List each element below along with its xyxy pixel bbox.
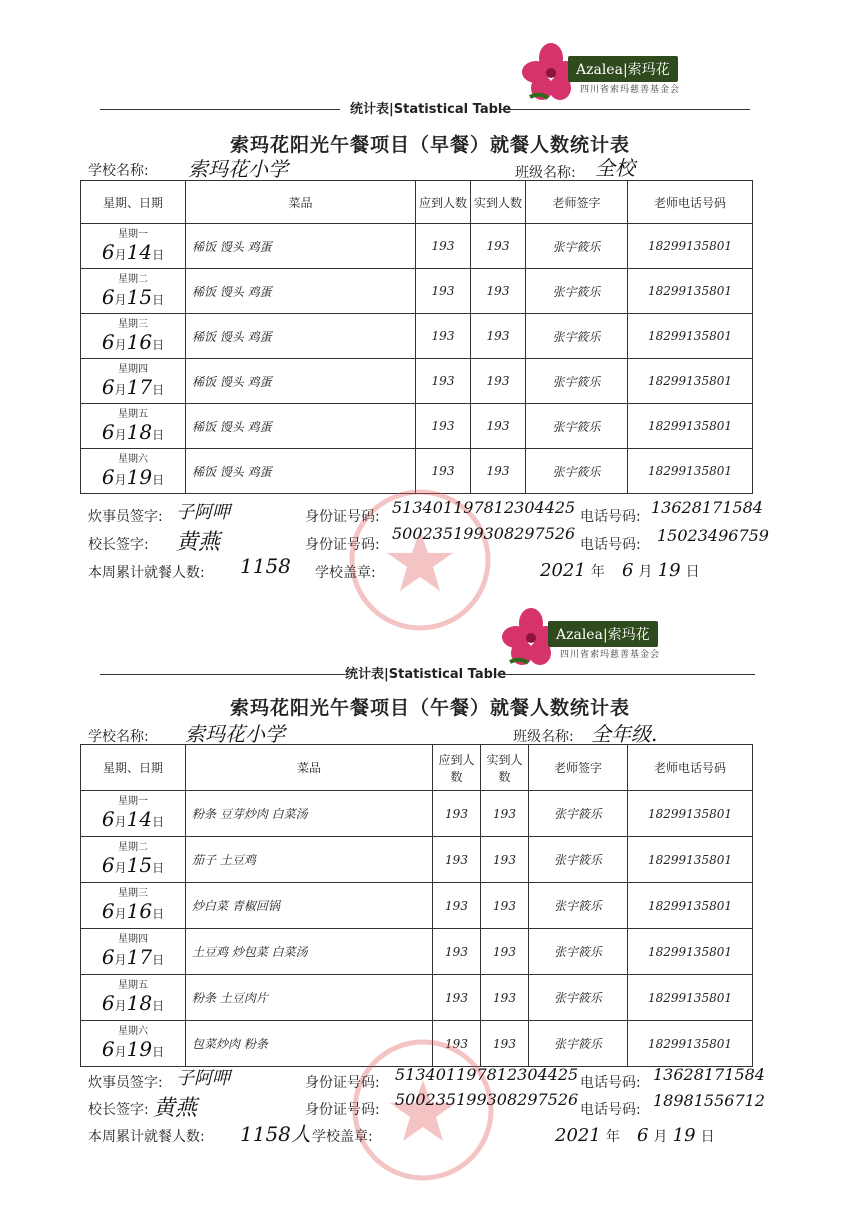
cook-sign-value: 子阿呷 [176, 1068, 230, 1089]
weekly-total-value: 1158人 [240, 1122, 311, 1146]
lunch-table [80, 744, 753, 1067]
month-value: 6 [101, 991, 115, 1015]
menu-cell: 稀饭 馒头 鸡蛋 [186, 224, 416, 269]
menu-cell: 稀饭 馒头 鸡蛋 [186, 404, 416, 449]
cook-phone-label: 电话号码: [580, 509, 641, 525]
expected-cell: 193 [433, 1021, 481, 1067]
day-cell [81, 449, 186, 494]
tagline-rule-left [100, 674, 345, 675]
teacher-phone-cell: 18299135801 [628, 883, 753, 929]
teacher-sign-cell: 张宇筱乐 [529, 975, 628, 1021]
date-month-label: 月 [638, 564, 653, 580]
logo-brand-en: Azalea [556, 627, 603, 643]
cook-phone-value: 13628171584 [653, 1065, 765, 1084]
header-expected: 应到人数 [433, 745, 481, 791]
expected-cell: 193 [416, 314, 471, 359]
date-year-value: 2021 [555, 1125, 601, 1146]
actual-cell: 193 [481, 929, 529, 975]
month-value: 6 [101, 1037, 115, 1061]
table-header-row [81, 181, 753, 224]
date-day-value: 19 [672, 1125, 696, 1146]
weekday: 星期四 [118, 363, 148, 375]
cook-sign-label: 炊事员签字: [88, 1075, 163, 1091]
tagline-rule-left [100, 109, 340, 110]
teacher-phone-cell: 18299135801 [628, 975, 753, 1021]
header-day: 星期、日期 [81, 745, 186, 791]
weekday: 星期五 [118, 408, 148, 420]
month-unit: 月 [114, 337, 127, 352]
month-value: 6 [101, 853, 115, 877]
month-value: 6 [101, 374, 115, 399]
menu-cell: 茄子 土豆鸡 [186, 837, 433, 883]
breakfast-sheet [0, 0, 860, 605]
weekday: 星期三 [118, 888, 148, 899]
teacher-sign-cell: 张宇筱乐 [529, 1021, 628, 1067]
month-unit: 月 [114, 382, 127, 397]
header-actual: 实到人数 [471, 181, 526, 224]
day-value: 19 [126, 1037, 153, 1061]
expected-cell: 193 [433, 837, 481, 883]
day-cell [81, 1021, 186, 1067]
actual-cell: 193 [481, 1021, 529, 1067]
tagline [0, 96, 860, 120]
weekly-total-label: 本周累计就餐人数: [88, 565, 205, 581]
logo-brand-cn: 索玛花 [607, 627, 650, 643]
month-unit: 月 [114, 427, 127, 442]
day-cell [81, 314, 186, 359]
principal-phone-value: 15023496759 [657, 526, 769, 545]
month-unit: 月 [114, 907, 127, 921]
teacher-sign-cell: 张宇筱乐 [526, 224, 628, 269]
menu-cell: 稀饭 馒头 鸡蛋 [186, 449, 416, 494]
cook-phone-label: 电话号码: [580, 1075, 641, 1091]
logo-badge: Azalea|索玛花 [548, 621, 658, 647]
date-year-value: 2021 [540, 560, 586, 581]
tagline-rule-right [500, 109, 750, 110]
teacher-phone-cell: 18299135801 [628, 269, 753, 314]
school-stamp-label: 学校盖章: [312, 1129, 373, 1145]
month-value: 6 [101, 419, 115, 444]
date-month-value: 6 [637, 1125, 649, 1146]
day-unit: 日 [152, 999, 165, 1013]
actual-cell: 193 [471, 224, 526, 269]
day-value: 15 [126, 853, 153, 877]
logo-badge: Azalea|索玛花 [568, 56, 678, 82]
cook-id-value: 513401197812304425 [395, 1065, 579, 1084]
month-unit: 月 [114, 815, 127, 829]
teacher-sign-cell: 张宇筱乐 [529, 929, 628, 975]
tagline [0, 661, 860, 685]
actual-cell: 193 [471, 269, 526, 314]
expected-cell: 193 [416, 224, 471, 269]
header-phone: 老师电话号码 [628, 181, 753, 224]
teacher-phone-cell: 18299135801 [628, 224, 753, 269]
principal-id-value: 500235199308297526 [395, 1090, 579, 1109]
month-unit: 月 [114, 1045, 127, 1059]
school-name-label: 学校名称: [88, 729, 149, 745]
weekday: 星期六 [118, 453, 148, 465]
sign-date [555, 1125, 715, 1146]
actual-cell: 193 [471, 359, 526, 404]
breakfast-table [80, 180, 753, 494]
actual-cell: 193 [471, 449, 526, 494]
month-unit: 月 [114, 292, 127, 307]
table-row [81, 975, 753, 1021]
header-day: 星期、日期 [81, 181, 186, 224]
cook-id-label: 身份证号码: [305, 509, 380, 525]
school-name-value: 索玛花小学 [185, 722, 285, 746]
table-row [81, 269, 753, 314]
day-unit: 日 [152, 1045, 165, 1059]
principal-phone-value: 18981556712 [653, 1091, 765, 1110]
month-unit: 月 [114, 247, 127, 262]
day-unit: 日 [152, 472, 165, 487]
tagline-rule-right [497, 674, 755, 675]
teacher-sign-cell: 张宇筱乐 [529, 791, 628, 837]
teacher-sign-cell: 张宇筱乐 [529, 837, 628, 883]
school-name-value: 索玛花小学 [188, 157, 288, 181]
expected-cell: 193 [416, 359, 471, 404]
day-value: 17 [126, 374, 153, 399]
month-value: 6 [101, 464, 115, 489]
day-value: 18 [126, 419, 153, 444]
teacher-sign-cell: 张宇筱乐 [526, 359, 628, 404]
menu-cell: 粉条 豆芽炒肉 白菜汤 [186, 791, 433, 837]
expected-cell: 193 [433, 975, 481, 1021]
day-value: 14 [126, 807, 153, 831]
cook-phone-value: 13628171584 [651, 498, 763, 517]
weekly-total-label: 本周累计就餐人数: [88, 1129, 205, 1145]
day-value: 17 [126, 945, 153, 969]
teacher-phone-cell: 18299135801 [628, 1021, 753, 1067]
weekday: 星期一 [118, 228, 148, 240]
class-name-label: 班级名称: [513, 729, 574, 745]
header-menu: 菜品 [186, 745, 433, 791]
lunch-title: 索玛花阳光午餐项目（午餐）就餐人数统计表 [229, 697, 630, 719]
day-unit: 日 [152, 382, 165, 397]
principal-id-value: 500235199308297526 [392, 524, 576, 543]
actual-cell: 193 [481, 883, 529, 929]
expected-cell: 193 [416, 449, 471, 494]
cook-id-value: 513401197812304425 [392, 498, 576, 517]
header-menu: 菜品 [186, 181, 416, 224]
logo-brand-en: Azalea [576, 62, 623, 78]
date-month-label: 月 [653, 1129, 668, 1145]
weekly-total-value: 1158 [240, 554, 291, 578]
header-actual: 实到人数 [481, 745, 529, 791]
day-cell [81, 975, 186, 1021]
day-cell [81, 791, 186, 837]
principal-sign-value: 黄燕 [176, 530, 221, 555]
day-unit: 日 [152, 337, 165, 352]
breakfast-title: 索玛花阳光午餐项目（早餐）就餐人数统计表 [229, 134, 630, 156]
day-cell [81, 404, 186, 449]
date-day-label: 日 [685, 564, 700, 580]
sign-date [540, 560, 700, 581]
menu-cell: 包菜炒肉 粉条 [186, 1021, 433, 1067]
menu-cell: 稀饭 馒头 鸡蛋 [186, 314, 416, 359]
day-cell [81, 224, 186, 269]
day-unit: 日 [152, 815, 165, 829]
day-value: 18 [126, 991, 153, 1015]
actual-cell: 193 [481, 837, 529, 883]
teacher-phone-cell: 18299135801 [628, 314, 753, 359]
day-cell [81, 359, 186, 404]
expected-cell: 193 [433, 791, 481, 837]
table-row [81, 314, 753, 359]
principal-sign-value: 黄燕 [153, 1096, 198, 1121]
menu-cell: 粉条 土豆肉片 [186, 975, 433, 1021]
teacher-phone-cell: 18299135801 [628, 449, 753, 494]
day-value: 19 [126, 464, 153, 489]
logo-brand-cn: 索玛花 [627, 62, 670, 78]
principal-phone-label: 电话号码: [580, 1102, 641, 1118]
table-row [81, 791, 753, 837]
day-value: 16 [126, 329, 153, 354]
expected-cell: 193 [416, 269, 471, 314]
principal-id-label: 身份证号码: [305, 1102, 380, 1118]
weekday: 星期二 [118, 273, 148, 285]
header-teacher: 老师签字 [529, 745, 628, 791]
actual-cell: 193 [481, 791, 529, 837]
date-month-value: 6 [622, 560, 634, 581]
class-name-value: 全校 [595, 156, 635, 180]
principal-sign-label: 校长签字: [88, 1102, 149, 1118]
header-expected: 应到人数 [416, 181, 471, 224]
weekday: 星期三 [118, 318, 148, 330]
class-name-label: 班级名称: [515, 165, 576, 181]
day-value: 16 [126, 899, 153, 923]
day-unit: 日 [152, 907, 165, 921]
weekday: 星期二 [118, 842, 148, 853]
teacher-sign-cell: 张宇筱乐 [526, 449, 628, 494]
teacher-phone-cell: 18299135801 [628, 359, 753, 404]
day-unit: 日 [152, 953, 165, 967]
table-row [81, 404, 753, 449]
school-name-label: 学校名称: [88, 163, 149, 179]
cook-sign-value: 子阿呷 [176, 502, 230, 523]
teacher-phone-cell: 18299135801 [628, 929, 753, 975]
day-unit: 日 [152, 247, 165, 262]
day-value: 14 [126, 239, 153, 264]
principal-phone-label: 电话号码: [580, 537, 641, 553]
teacher-sign-cell: 张宇筱乐 [529, 883, 628, 929]
date-day-label: 日 [700, 1129, 715, 1145]
day-cell [81, 269, 186, 314]
date-year-label: 年 [590, 564, 605, 580]
month-unit: 月 [114, 999, 127, 1013]
lunch-sheet [0, 605, 860, 1214]
menu-cell: 土豆鸡 炒包菜 白菜汤 [186, 929, 433, 975]
actual-cell: 193 [481, 975, 529, 1021]
expected-cell: 193 [433, 883, 481, 929]
class-name-value: 全年级. [591, 722, 658, 746]
header-teacher: 老师签字 [526, 181, 628, 224]
teacher-phone-cell: 18299135801 [628, 791, 753, 837]
day-value: 15 [126, 284, 153, 309]
teacher-sign-cell: 张宇筱乐 [526, 269, 628, 314]
menu-cell: 稀饭 馒头 鸡蛋 [186, 269, 416, 314]
actual-cell: 193 [471, 404, 526, 449]
day-cell [81, 883, 186, 929]
school-stamp-label: 学校盖章: [315, 565, 376, 581]
teacher-sign-cell: 张宇筱乐 [526, 314, 628, 359]
month-unit: 月 [114, 861, 127, 875]
teacher-sign-cell: 张宇筱乐 [526, 404, 628, 449]
principal-id-label: 身份证号码: [305, 537, 380, 553]
principal-sign-label: 校长签字: [88, 537, 149, 553]
day-unit: 日 [152, 292, 165, 307]
logo-org-name: 四川省索玛慈善基金会 [560, 650, 661, 660]
table-row [81, 224, 753, 269]
teacher-phone-cell: 18299135801 [628, 837, 753, 883]
header-phone: 老师电话号码 [628, 745, 753, 791]
actual-cell: 193 [471, 314, 526, 359]
teacher-phone-cell: 18299135801 [628, 404, 753, 449]
date-year-label: 年 [605, 1129, 620, 1145]
expected-cell: 193 [416, 404, 471, 449]
month-value: 6 [101, 945, 115, 969]
tagline-label: 统计表|Statistical Table [345, 667, 507, 682]
month-unit: 月 [114, 472, 127, 487]
expected-cell: 193 [433, 929, 481, 975]
month-unit: 月 [114, 953, 127, 967]
cook-id-label: 身份证号码: [305, 1075, 380, 1091]
logo-org-name: 四川省索玛慈善基金会 [580, 85, 681, 95]
menu-cell: 稀饭 馒头 鸡蛋 [186, 359, 416, 404]
month-value: 6 [101, 899, 115, 923]
date-day-value: 19 [657, 560, 681, 581]
weekday: 星期六 [118, 1026, 148, 1037]
table-row [81, 929, 753, 975]
month-value: 6 [101, 239, 115, 264]
table-header-row [81, 745, 753, 791]
table-row [81, 359, 753, 404]
cook-sign-label: 炊事员签字: [88, 509, 163, 525]
month-value: 6 [101, 284, 115, 309]
day-cell [81, 929, 186, 975]
weekday: 星期四 [118, 934, 148, 945]
table-row [81, 883, 753, 929]
menu-cell: 炒白菜 青椒回锅 [186, 883, 433, 929]
table-row [81, 837, 753, 883]
day-unit: 日 [152, 861, 165, 875]
weekday: 星期五 [118, 980, 148, 991]
tagline-label: 统计表|Statistical Table [350, 102, 512, 117]
day-unit: 日 [152, 427, 165, 442]
month-value: 6 [101, 807, 115, 831]
month-value: 6 [101, 329, 115, 354]
weekday: 星期一 [118, 796, 148, 807]
day-cell [81, 837, 186, 883]
